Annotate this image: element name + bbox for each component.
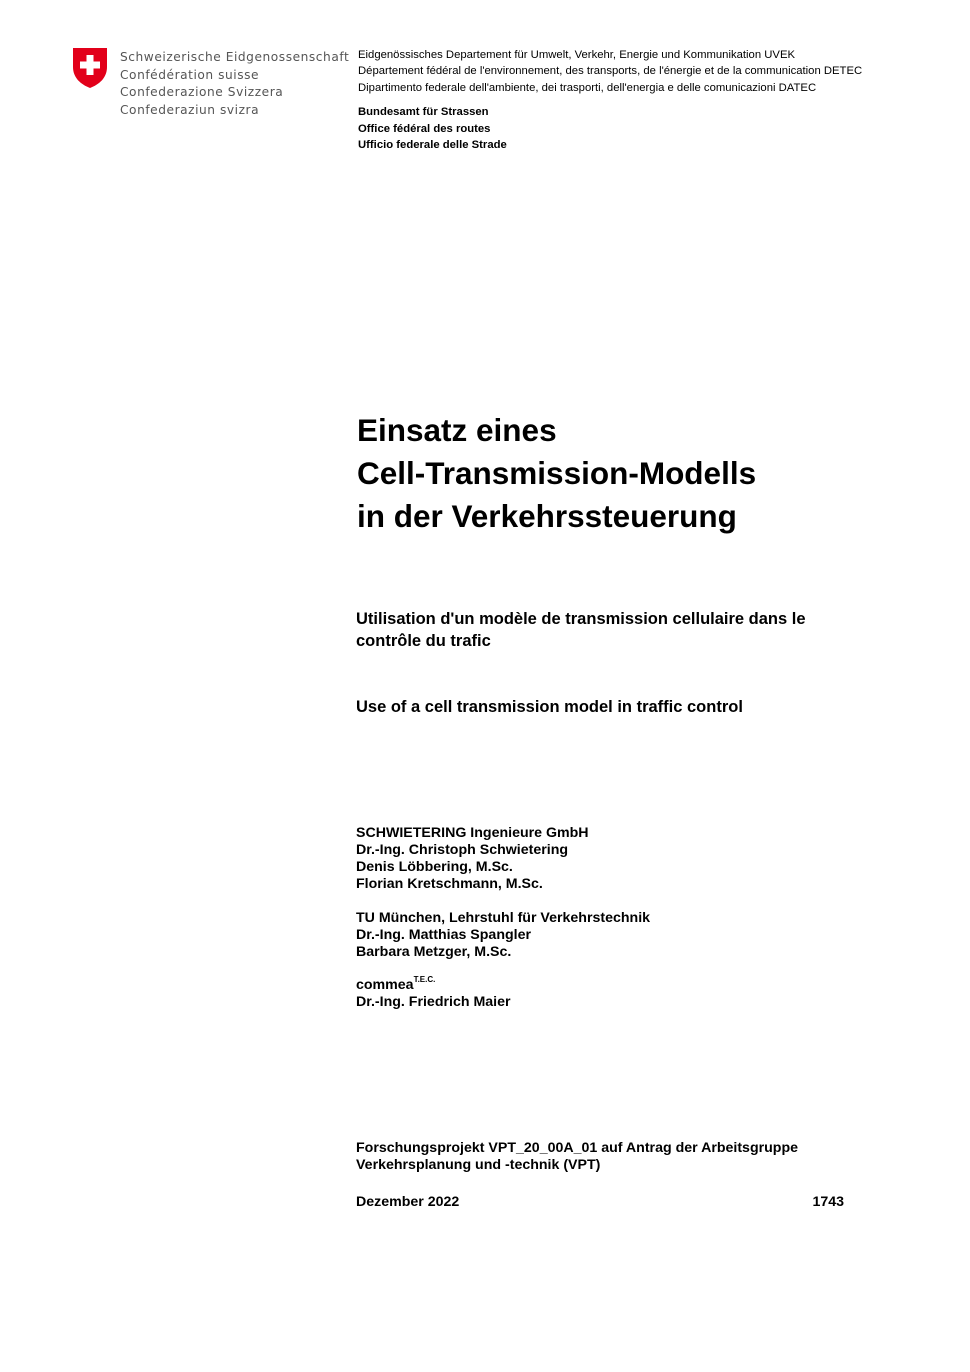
project-line-2: Verkehrsplanung und -technik (VPT) (356, 1157, 601, 1173)
title-line-1: Einsatz eines (357, 412, 557, 448)
confederation-rm: Confederaziun svizra (120, 102, 260, 117)
confederation-de: Schweizerische Eidgenossenschaft (120, 50, 350, 64)
office-de: Bundesamt für Strassen (358, 106, 489, 118)
subtitle-french: Utilisation d'un modèle de transmission cellulaire dans le contrôle du trafic (356, 610, 806, 650)
confederation-fr: Confédération suisse (120, 67, 260, 82)
swiss-coat-of-arms-icon (72, 47, 108, 89)
report-number: 1743 (812, 1194, 844, 1210)
author-name: Dr.-Ing. Christoph Schwietering (356, 842, 569, 858)
project-line-1: Forschungsprojekt VPT_20_00A_01 auf Antrag der Arbeitsgruppe (356, 1140, 799, 1156)
title-line-2: Cell-Transmission-Modells (357, 455, 757, 491)
department-it: Dipartimento federale dell'ambiente, dei trasporti, dell'energia e delle comunicazioni DATEC (358, 81, 817, 94)
report-title (357, 409, 756, 538)
subtitle-english: Use of a cell transmission model in traffic control (356, 698, 743, 716)
office-fr: Office fédéral des routes (358, 122, 491, 135)
author-org: SCHWIETERING Ingenieure GmbH (356, 825, 589, 841)
author-name: Florian Kretschmann, M.Sc. (356, 876, 543, 892)
project-info (356, 1140, 798, 1174)
author-name: Barbara Metzger, M.Sc. (356, 944, 512, 960)
office-it: Ufficio federale delle Strade (358, 139, 507, 152)
department-de: Eidgenössisches Departement für Umwelt, Verkehr, Energie und Kommunikation UVEK (358, 49, 796, 61)
department-fr: Département fédéral de l'environnement, des transports, de l'énergie et de la communication DETEC (358, 65, 863, 78)
author-group-commea (356, 977, 511, 1011)
author-name: Denis Löbbering, M.Sc. (356, 859, 513, 875)
publication-date: Dezember 2022 (356, 1194, 460, 1210)
department-names (358, 47, 862, 96)
org-name: commea (356, 977, 414, 993)
confederation-names (120, 49, 349, 119)
author-group-tum (356, 910, 650, 961)
author-group-schwietering (356, 825, 589, 893)
office-names (358, 104, 507, 154)
author-name: Dr.-Ing. Matthias Spangler (356, 927, 532, 943)
title-line-3: in der Verkehrssteuerung (357, 498, 737, 534)
author-org: TU München, Lehrstuhl für Verkehrstechnik (356, 910, 651, 926)
confederation-it: Confederazione Svizzera (120, 85, 284, 100)
author-name: Dr.-Ing. Friedrich Maier (356, 994, 511, 1010)
org-superscript: T.E.C. (413, 975, 436, 984)
author-org (356, 977, 511, 994)
